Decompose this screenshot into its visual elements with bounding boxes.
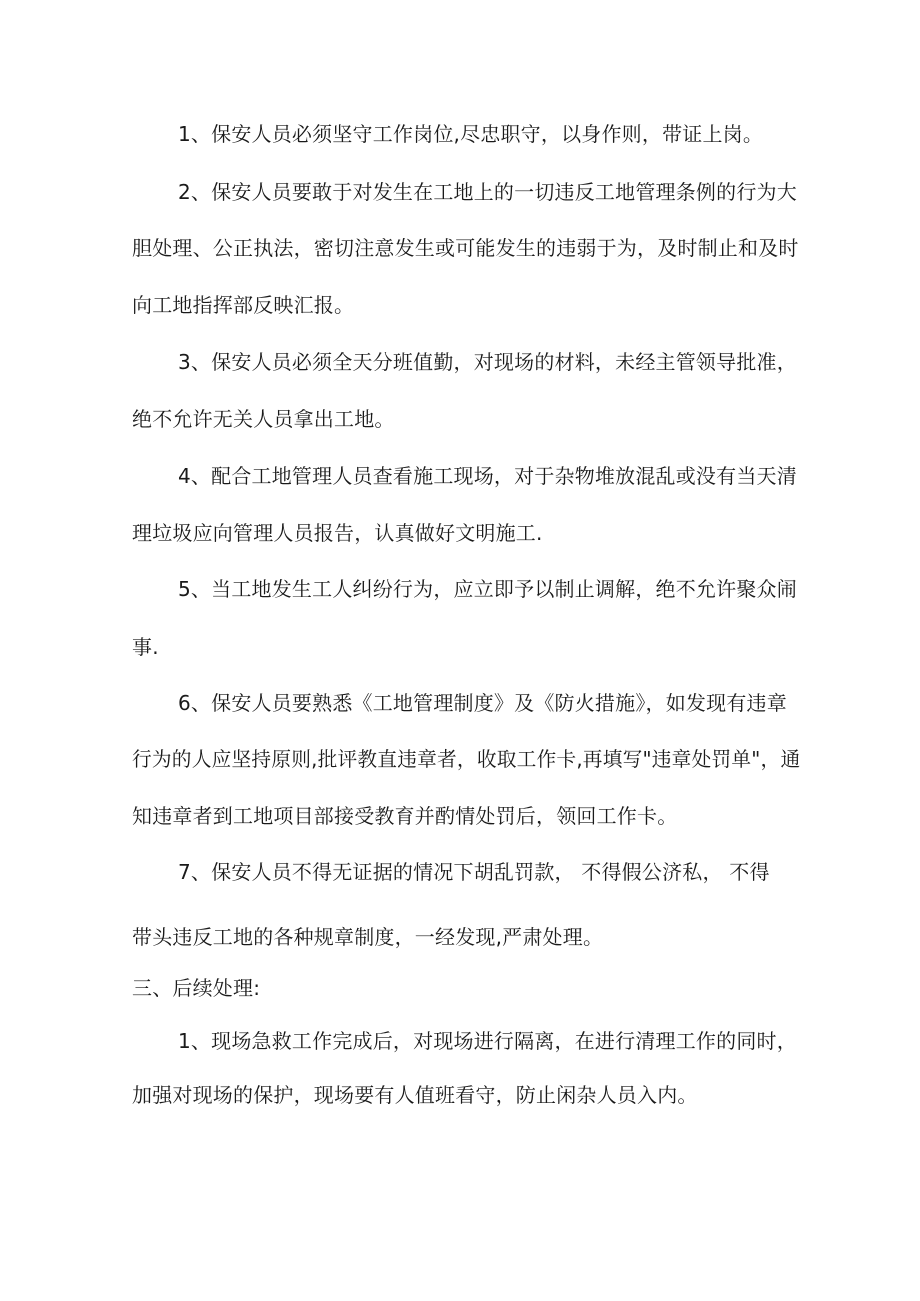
rule-3-line-1: 3、保安人员必须全天分班值勤，对现场的材料，未经主管领导批准， (178, 350, 797, 374)
rule-3-line-2: 绝不允许无关人员拿出工地。 (132, 407, 395, 431)
section-heading: 三、后续处理: (132, 976, 261, 1000)
rule-7-line-1: 7、保安人员不得无证据的情况下胡乱罚款， 不得假公济私， 不得 (178, 860, 770, 884)
rule-2-line-1: 2、保安人员要敢于对发生在工地上的一切违反工地管理条例的行为大 (178, 180, 797, 204)
rule-7-line-2: 带头违反工地的各种规章制度，一经发现,严肃处理。 (132, 925, 604, 949)
followup-1-line-1: 1、现场急救工作完成后，对现场进行隔离，在进行清理工作的同时， (178, 1029, 797, 1053)
rule-2-line-2: 胆处理、公正执法，密切注意发生或可能发生的违弱于为，及时制止和及时 (132, 236, 799, 260)
rule-6-line-2: 行为的人应坚持原则,批评教直违章者，收取工作卡,再填写"违章处罚单"，通 (132, 747, 801, 771)
rule-4-line-2: 理垃圾应向管理人员报告，认真做好文明施工. (132, 521, 543, 545)
rule-5-line-2: 事. (132, 635, 159, 659)
rule-2-line-3: 向工地指挥部反映汇报。 (132, 293, 355, 317)
rule-6-line-3: 知违章者到工地项目部接受教育并酌情处罚后，领回工作卡。 (132, 804, 678, 828)
rule-5-line-1: 5、当工地发生工人纠纷行为，应立即予以制止调解，绝不允许聚众闹 (178, 577, 797, 601)
rule-4-line-1: 4、配合工地管理人员查看施工现场，对于杂物堆放混乱或没有当天清 (178, 464, 797, 488)
rule-6-line-1: 6、保安人员要熟悉《工地管理制度》及《防火措施》，如发现有违章 (178, 691, 787, 715)
followup-1-line-2: 加强对现场的保护，现场要有人值班看守，防止闲杂人员入内。 (132, 1083, 698, 1107)
rule-1-line-1: 1、保安人员必须坚守工作岗位,尽忠职守，以身作则，带证上岗。 (178, 122, 764, 146)
